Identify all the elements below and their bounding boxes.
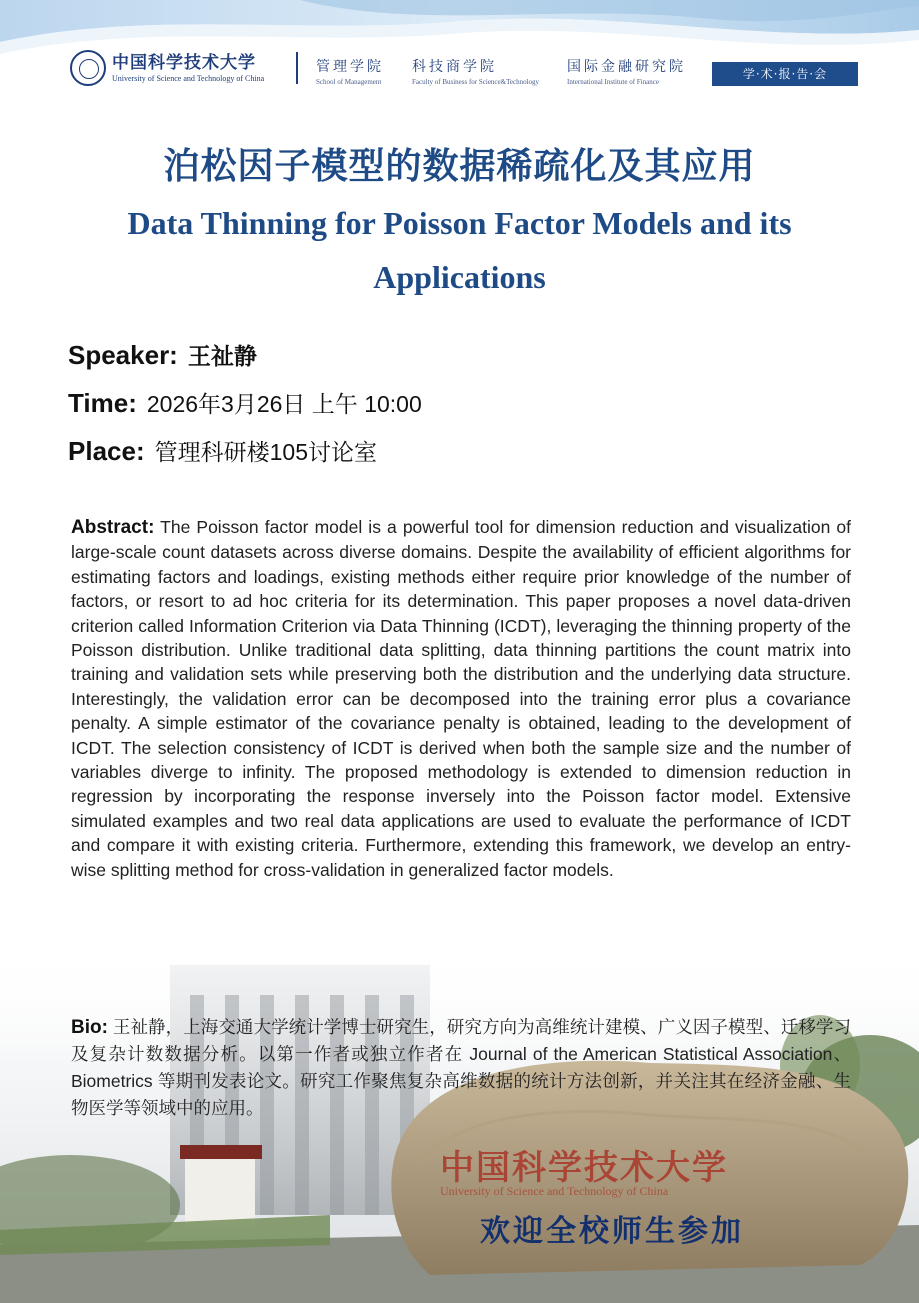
school-management xyxy=(316,56,384,86)
school-finance xyxy=(567,56,686,86)
campus-scene-image xyxy=(0,945,919,1303)
bio-label: Bio: xyxy=(71,1017,108,1038)
abstract-section xyxy=(71,515,851,882)
speaker-line xyxy=(68,338,257,371)
school-name-en: Faculty of Business for Science&Technology xyxy=(412,78,540,86)
school-name-cn: 科技商学院 xyxy=(412,59,497,75)
university-seal-icon xyxy=(70,50,106,86)
place-value: 管理科研楼105讨论室 xyxy=(154,439,377,465)
speaker-value: 王祉静 xyxy=(187,343,257,369)
school-business xyxy=(412,56,539,86)
bio-section xyxy=(71,1014,851,1122)
bio-text: 王祉静，上海交通大学统计学博士研究生，研究方向为高维统计建模、广义因子模型、迁移学习及复杂计数数据分析。以第一作者或独立作者在 Journal of the American Statistical Association、Biometrics 等期刊发表论文。研究工作聚焦复杂高维数据的统计方法创新，并关注其在经济金融、生物医学等领域中的应用。 xyxy=(71,1017,851,1118)
time-value: 2026年3月26日 上午 10:00 xyxy=(146,391,422,417)
header-bar xyxy=(70,48,860,88)
school-name-cn: 管理学院 xyxy=(316,59,384,75)
school-name-cn: 国际金融研究院 xyxy=(567,59,686,75)
welcome-message: 欢迎全校师生参加 xyxy=(480,1214,744,1249)
abstract-label: Abstract: xyxy=(71,517,155,538)
rock-engraving-cn: 中国科学技术大学 xyxy=(440,1148,728,1188)
title-english: Data Thinning for Poisson Factor Models and its Applications xyxy=(127,205,792,295)
header-divider xyxy=(296,52,298,84)
time-label: Time: xyxy=(68,388,137,418)
title-chinese: 泊松因子模型的数据稀疏化及其应用 xyxy=(163,145,756,187)
speaker-label: Speaker: xyxy=(68,340,178,370)
place-line xyxy=(68,434,377,467)
place-label: Place: xyxy=(68,436,145,466)
abstract-text: The Poisson factor model is a powerful tool for dimension reduction and visualization of large-scale count datasets across diverse domains. Despite the availability of efficient algorithms for estimating factors and loadings, existing methods either require prior knowledge of the number of factors, or resort to ad hoc criteria for its determination. This paper proposes a novel data-driven criterion called Information Criterion via Data Thinning (ICDT), leveraging the thinning property of the Poisson distribution. Unlike traditional data splitting, data thinning partitions the count matrix into training and validation sets while preserving both the distribution and the underlying data structure. Interestingly, the validation error can be decomposed into the training error plus a covariance penalty. A simple estimator of the covariance penalty is obtained, leading to the development of ICDT. The selection consistency of ICDT is derived when both the sample size and the number of variables diverge to infinity. The proposed methodology is extended to dimension reduction in regression by incorporating the response inversely into the Poisson factor model. Extensive simulated examples and two real data applications are used to evaluate the performance of ICDT and compare it with existing criteria. Furthermore, extending this framework, we develop an entry-wise splitting method for cross-validation in generalized factor models. xyxy=(71,517,851,880)
rock-engraving-en: University of Science and Technology of China xyxy=(440,1184,669,1198)
seminar-badge: 学·术·报·告·会 xyxy=(712,62,858,86)
school-name-en: School of Management xyxy=(316,78,382,86)
time-line xyxy=(68,386,422,419)
university-name-en: University of Science and Technology of China xyxy=(112,74,265,83)
school-name-en: International Institute of Finance xyxy=(567,78,659,86)
university-name-cn: 中国科学技术大学 xyxy=(112,53,256,73)
